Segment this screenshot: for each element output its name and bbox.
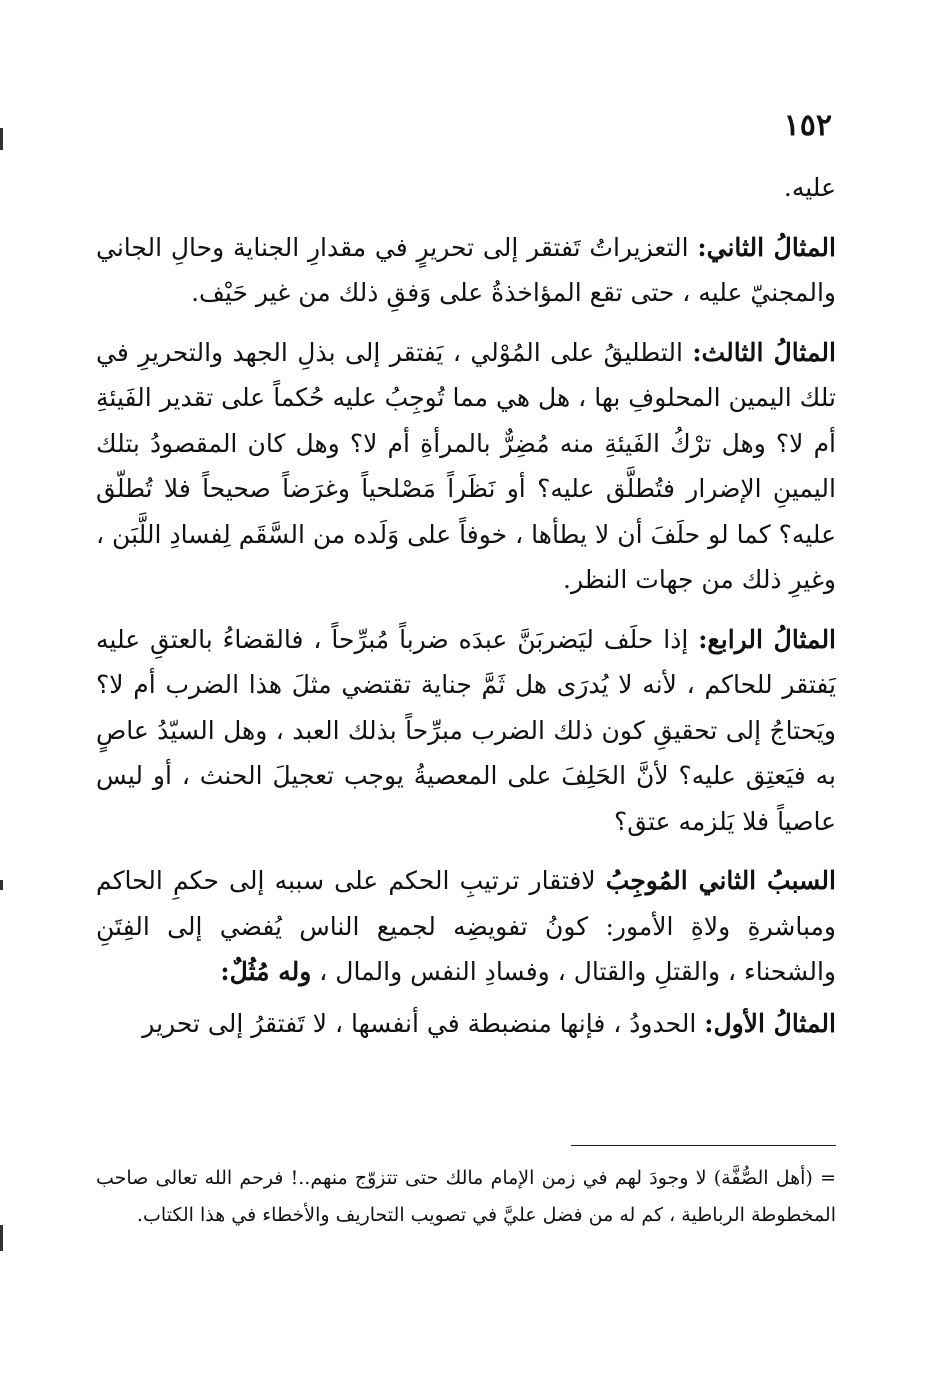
paragraph-text: الحدودُ ، فإنها منضبطة في أنفسها ، لا تَفتقرُ إلى تحرير [142,1008,705,1038]
paragraph-text: إذا حلَف ليَضربَنَّ عبدَه ضرباً مُبرِّحاً ، فالقضاءُ بالعتقِ عليه يَفتقر للحاكم ، لأنه لا يُدرَى هل ثَمَّ جناية تقتضي مثلَ هذا الضرب أم لا؟ ويَحتاجُ إلى تحقيقِ كون ذلك الضرب مبرِّحاً بذلك العبد ، وهل السيّدُ عاصٍ به فيَعتِق عليه؟ لأنَّ الحَلِفَ على المعصيةُ يوجب تعجيلَ الحنث ، أو ليس عاصياً فلا يَلزمه عتق؟ [96,624,836,836]
paragraph-text: عليه. [783,173,836,202]
footnote: = (أهل الصُّفَّة) لا وجودَ لهم في زمن الإمام مالك حتى تتزوّج منهم..! فرحم الله تعالى صاحب المخطوطة الرباطية ، كم له من فضل عليَّ في تصويب التحاريف والأخطاء في هذا الكتاب. [96,1167,836,1226]
paragraph-heading: المثالُ الرابع: [698,624,837,654]
paragraph-text: التعزيراتُ تَفتقر إلى تحريرٍ في مقدارِ الجناية وحالِ الجاني والمجنيّ عليه ، حتى تقع المؤاخذةُ على وَفقِ ذلك من غير حَيْف. [96,232,836,307]
paragraph-example-4 [96,617,836,845]
margin-mark [0,880,3,890]
paragraph-example-1 [96,1001,836,1047]
paragraph-intro [96,165,836,211]
paragraph-text: لافتقار ترتيبِ الحكم على سببه إلى حكمِ الحاكم ومباشرةِ ولاةِ الأمور: كونُ تفويضِه لجميع الناس يُفضي إلى الفِتَنِ والشحناء ، والقتلِ والقتال ، وفسادِ النفس والمال ، [96,866,836,986]
paragraph-example-2 [96,225,836,316]
paragraph-heading: السببُ الثاني المُوجِبُ [605,866,836,895]
paragraph-tail: وله مُثُلٌ: [220,957,312,986]
paragraph-second-cause [96,858,836,995]
paragraph-heading: المثالُ الثالث: [692,337,836,367]
margin-mark [0,1225,3,1251]
paragraph-heading: المثالُ الأول: [704,1008,836,1038]
margin-mark [0,128,3,150]
paragraph-example-3 [96,330,836,603]
page-number: ١٥٢ [783,108,832,143]
main-text [96,165,836,1046]
footnote-divider [571,1145,836,1146]
paragraph-heading: المثالُ الثاني: [697,232,836,262]
paragraph-text: التطليقُ على المُوْلي ، يَفتقر إلى بذلِ الجهد والتحريرِ في تلك اليمين المحلوفِ بها ، هل هي مما تُوجِبُ عليه حُكماً على تقدير الفَيئةِ أم لا؟ وهل ترْكُ الفَيئةِ منه مُضِرٌّ بالمرأةِ أم لا؟ وهل كان المقصودُ بتلك اليمينِ الإضرار فتُطلَّق عليه؟ أو نَظَراً مَصْلحياً وغرَضاً صحيحاً فلا تُطلّق عليه؟ كما لو حلَفَ أن لا يطأها ، خوفاً على وَلَده من السَّقَم لِفسادِ اللَّبَن ، وغيرِ ذلك من جهات النظر. [96,337,836,594]
